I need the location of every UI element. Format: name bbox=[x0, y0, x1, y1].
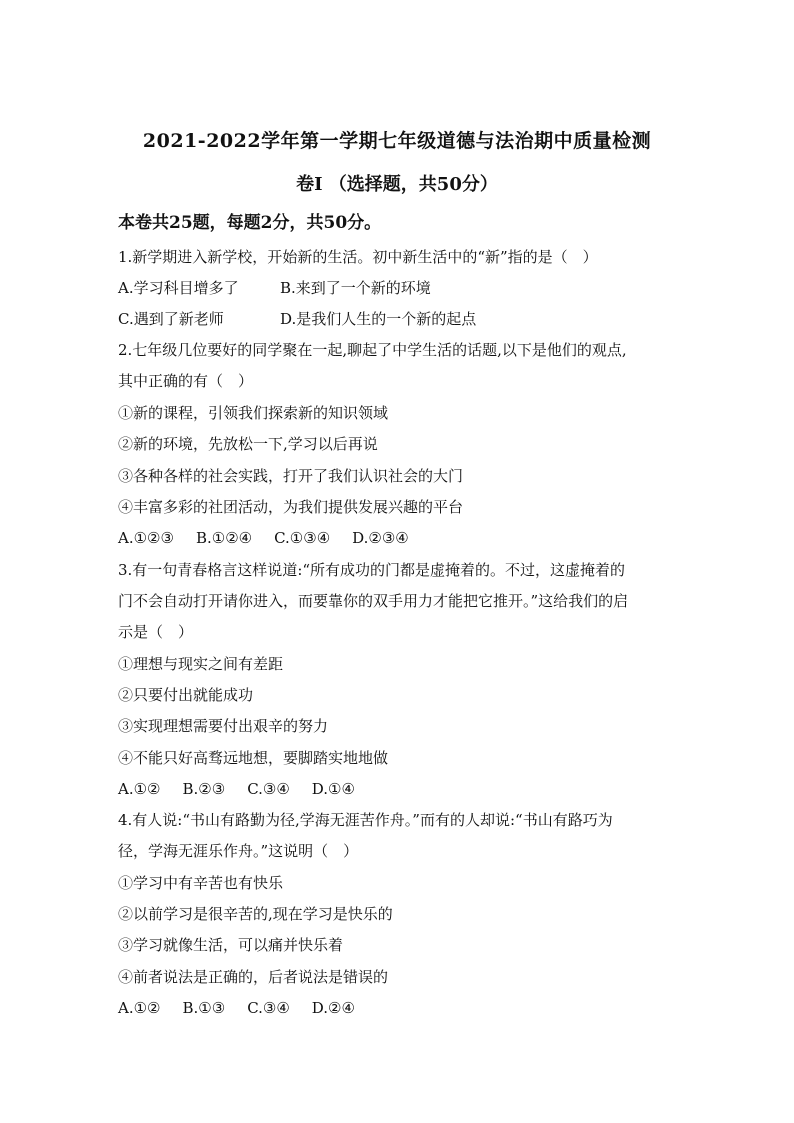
question-4-option-a: A.①② bbox=[118, 999, 161, 1017]
question-4-statement-1: ①学习中有辛苦也有快乐 bbox=[118, 874, 284, 892]
question-1-option-c: C.遇到了新老师 bbox=[118, 310, 224, 328]
question-3-statement-4: ④不能只好高骛远地想，要脚踏实地地做 bbox=[118, 749, 389, 767]
question-2-statement-2: ②新的环境，先放松一下,学习以后再说 bbox=[118, 435, 378, 453]
question-2-option-b: B.①②④ bbox=[195, 529, 253, 547]
question-4-option-c: C.③④ bbox=[247, 999, 290, 1017]
question-4-stem-line-1: 4.有人说:“书山有路勤为径,学海无涯苦作舟。”而有的人却说:“书山有路巧为 bbox=[118, 811, 613, 829]
question-1-options-row-2 bbox=[118, 309, 476, 329]
question-4-stem-line-2: 径，学海无涯乐作舟。”这说明（ ） bbox=[118, 842, 359, 860]
question-1-options-row-1 bbox=[118, 278, 431, 298]
question-2-options bbox=[118, 528, 431, 548]
question-2-stem-line-2: 其中正确的有（ ） bbox=[118, 372, 254, 390]
section-note: 本卷共25题，每题2分，共50分。 bbox=[118, 213, 382, 233]
question-4-statement-4: ④前者说法是正确的，后者说法是错误的 bbox=[118, 968, 389, 986]
question-2-option-a: A.①②③ bbox=[118, 529, 174, 547]
question-2-statement-4: ④丰富多彩的社团活动，为我们提供发展兴趣的平台 bbox=[118, 498, 464, 516]
question-3-option-b: B.②③ bbox=[182, 780, 226, 798]
question-4-option-d: D.②④ bbox=[311, 999, 355, 1017]
question-3-option-d: D.①④ bbox=[311, 780, 355, 798]
question-4-statement-2: ②以前学习是很辛苦的,现在学习是快乐的 bbox=[118, 905, 393, 923]
question-2-statement-1: ①新的课程，引领我们探索新的知识领域 bbox=[118, 404, 389, 422]
question-3-statement-3: ③实现理想需要付出艰辛的努力 bbox=[118, 717, 329, 735]
question-2-stem-line-1: 2.七年级几位要好的同学聚在一起,聊起了中学生活的话题,以下是他们的观点, bbox=[118, 341, 627, 359]
question-3-option-c: C.③④ bbox=[247, 780, 290, 798]
question-3-stem-line-3: 示是（ ） bbox=[118, 623, 194, 641]
question-4-options bbox=[118, 998, 377, 1018]
question-3-options bbox=[118, 779, 377, 799]
question-4-option-b: B.①③ bbox=[182, 999, 226, 1017]
question-3-stem-line-2: 门不会自动打开请你进入，而要靠你的双手用力才能把它推开。”这给我们的启 bbox=[118, 592, 629, 610]
question-3-statement-2: ②只要付出就能成功 bbox=[118, 686, 254, 704]
question-1-option-d: D.是我们人生的一个新的起点 bbox=[280, 310, 477, 328]
section-subtitle: 卷Ⅰ （选择题，共50分） bbox=[296, 174, 498, 195]
question-3-stem-line-1: 3.有一句青春格言这样说道:“所有成功的门都是虚掩着的。不过，这虚掩着的 bbox=[118, 561, 626, 579]
question-1-stem: 1.新学期进入新学校，开始新的生活。初中新生活中的“新”指的是（ ） bbox=[118, 248, 598, 266]
question-3-statement-1: ①理想与现实之间有差距 bbox=[118, 655, 284, 673]
question-4-statement-3: ③学习就像生活，可以痛并快乐着 bbox=[118, 936, 344, 954]
question-2-option-d: D.②③④ bbox=[352, 529, 409, 547]
question-1-option-b: B.来到了一个新的环境 bbox=[280, 279, 431, 297]
page-title: 2021-2022学年第一学期七年级道德与法治期中质量检测 bbox=[142, 130, 652, 152]
question-2-statement-3: ③各种各样的社会实践，打开了我们认识社会的大门 bbox=[118, 467, 464, 485]
question-2-option-c: C.①③④ bbox=[274, 529, 331, 547]
question-1-option-a: A.学习科目增多了 bbox=[118, 279, 239, 297]
question-3-option-a: A.①② bbox=[118, 780, 161, 798]
